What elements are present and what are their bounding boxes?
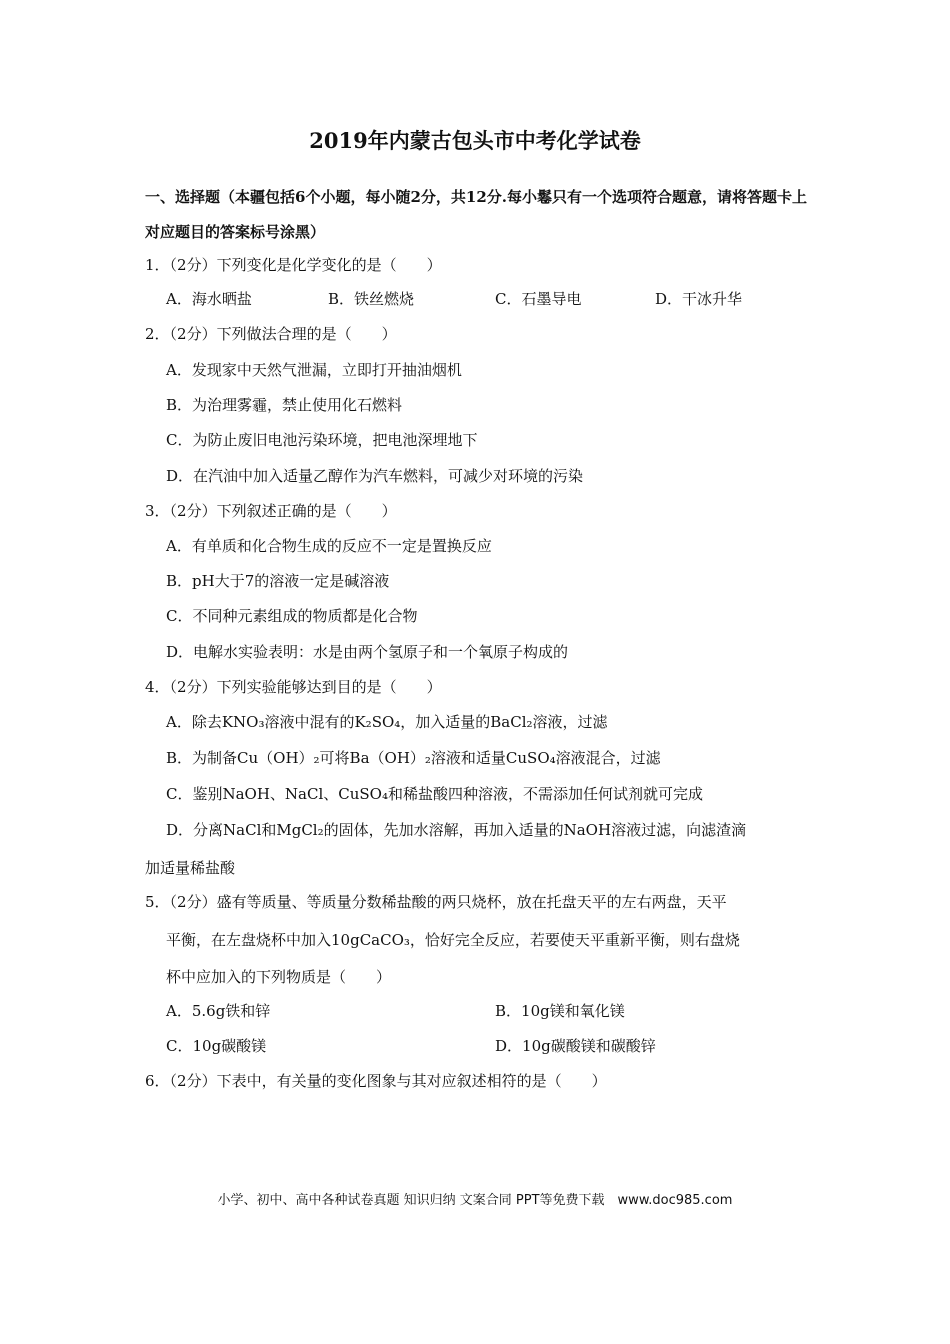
question-1-option-d: D．干冰升华	[655, 290, 743, 308]
question-2-option-b: B．为治理雾霾，禁止使用化石燃料	[166, 396, 403, 414]
question-2-option-c: C．为防止废旧电池污染环境，把电池深埋地下	[166, 431, 478, 449]
question-2-option-d: D．在汽油中加入适量乙醇作为汽车燃料，可减少对环境的污染	[166, 467, 584, 485]
question-3-option-c: C．不同种元素组成的物质都是化合物	[166, 607, 418, 625]
question-5-stem-cont2: 杯中应加入的下列物质是（ ）	[166, 968, 392, 986]
question-4-stem: 4．（2分）下列实验能够达到目的是（ ）	[145, 678, 442, 696]
question-1-option-b: B．铁丝燃烧	[328, 290, 415, 308]
question-5-option-c: C．10g碳酸镁	[166, 1037, 267, 1055]
question-1-option-a: A．海水晒盐	[166, 290, 252, 308]
question-4-option-c: C．鉴别NaOH、NaCl、CuSO₄和稀盐酸四种溶液，不需添加任何试剂就可完成	[166, 785, 703, 803]
question-5-option-d: D．10g碳酸镁和碳酸锌	[495, 1037, 656, 1055]
page-title: 2019年内蒙古包头市中考化学试卷	[309, 128, 641, 153]
question-2-stem: 2．（2分）下列做法合理的是（ ）	[145, 325, 397, 343]
question-3-option-a: A．有单质和化合物生成的反应不一定是置换反应	[166, 537, 492, 555]
question-4-option-d-cont: 加适量稀盐酸	[145, 859, 236, 877]
question-4-option-a: A．除去KNO₃溶液中混有的K₂SO₄，加入适量的BaCl₂溶液，过滤	[166, 713, 608, 731]
question-5-option-a: A．5.6g铁和锌	[166, 1002, 271, 1020]
question-5-option-b: B．10g镁和氧化镁	[495, 1002, 625, 1020]
question-1-option-c: C．石墨导电	[495, 290, 582, 308]
question-3-option-d: D．电解水实验表明：水是由两个氢原子和一个氧原子构成的	[166, 643, 569, 661]
question-6-stem: 6．（2分）下表中，有关量的变化图象与其对应叙述相符的是（ ）	[145, 1072, 607, 1090]
question-4-option-b: B．为制备Cu（OH）₂可将Ba（OH）₂溶液和适量CuSO₄溶液混合，过滤	[166, 749, 661, 767]
question-2-option-a: A．发现家中天然气泄漏，立即打开抽油烟机	[166, 361, 462, 379]
question-1-stem: 1．（2分）下列变化是化学变化的是（ ）	[145, 256, 442, 274]
question-5-stem-cont1: 平衡，在左盘烧杯中加入10gCaCO₃，恰好完全反应，若要使天平重新平衡，则右盘烧	[166, 931, 740, 949]
footer: 小学、初中、高中各种试卷真题 知识归纳 文案合同 PPT等免费下载 www.doc985.com	[217, 1193, 733, 1208]
question-3-stem: 3．（2分）下列叙述正确的是（ ）	[145, 502, 397, 520]
question-4-option-d: D．分离NaCl和MgCl₂的固体，先加水溶解，再加入适量的NaOH溶液过滤，向滤渣滴	[166, 821, 747, 839]
question-5-stem: 5．（2分）盛有等质量、等质量分数稀盐酸的两只烧杯，放在托盘天平的左右两盘，天平	[145, 893, 727, 911]
section-heading: 一、选择题（本疆包括6个小题，每小随2分，共12分.每小鬈只有一个选项符合题意，请将答题卡上对应题目的答案标号涂黑）	[145, 188, 807, 241]
question-3-option-b: B．pH大于7的溶液一定是碱溶液	[166, 572, 390, 590]
